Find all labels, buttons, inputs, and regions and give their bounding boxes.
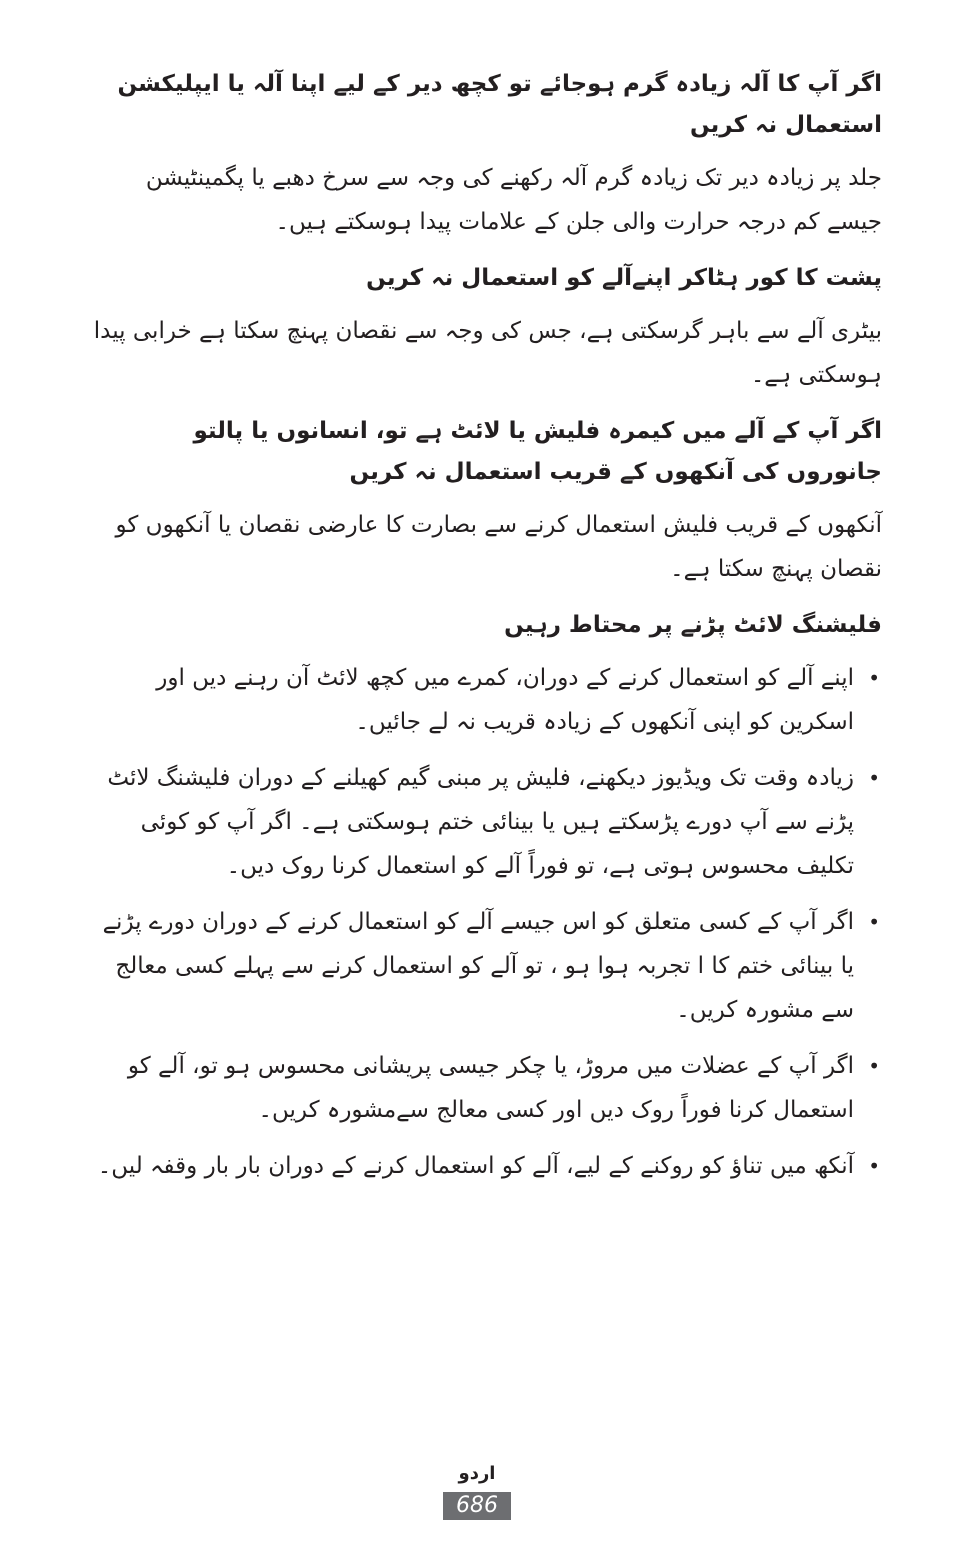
section-heading: اگر آپ کا آلہ زیادہ گرم ہوجائے تو کچھ دیر کے لیے اپنا آلہ یا ایپلیکشن استعمال نہ کریں — [117, 71, 882, 138]
list-item — [92, 756, 882, 888]
section-back-cover — [92, 258, 882, 397]
list-item — [92, 656, 882, 744]
list-item — [92, 1144, 882, 1188]
section-overheating — [92, 64, 882, 244]
list-item-text: اگر آپ کے عضلات میں مروڑ، یا چکر جیسی پریشانی محسوس ہو تو، آلے کو استعمال کرنا فوراً روک دیں اور کسی معالج سےمشورہ کریں۔ — [127, 1053, 854, 1123]
bullet-icon: • — [868, 766, 880, 790]
list-item-text: آنکھ میں تناؤ کو روکنے کے لیے، آلے کو استعمال کرنے کے دوران بار بار وقفہ لیں۔ — [97, 1153, 854, 1179]
page-footer — [0, 1462, 954, 1520]
section-heading: پشت کا کور ہٹاکر اپنےآلے کو استعمال نہ کریں — [366, 265, 882, 291]
section-body: جلد پر زیادہ دیر تک زیادہ گرم آلہ رکھنے کی وجہ سے سرخ دھبے یا پگمینٹیشن جیسے کم درجہ حرارت والی جلن کے علامات پیدا ہوسکتے ہیں۔ — [145, 165, 882, 235]
page-number: 686 — [443, 1492, 511, 1520]
list-item-text: زیادہ وقت تک ویڈیوز دیکھنے، فلیش پر مبنی گیم کھیلنے کے دوران فلیشنگ لائٹ پڑنے سے آپ دورے پڑسکتے ہیں یا بینائی ختم ہوسکتی ہے۔ اگر آپ کو کوئی تکلیف محسوس ہوتی ہے، تو فوراً آلے کو استعمال کرنا روک دیں۔ — [107, 765, 854, 879]
section-body: بیٹری آلے سے باہر گرسکتی ہے، جس کی وجہ سے نقصان پہنچ سکتا ہے خرابی پیدا ہوسکتی ہے۔ — [93, 318, 882, 388]
list-item-text: اپنے آلے کو استعمال کرنے کے دوران، کمرے میں کچھ لائٹ آن رہنے دیں اور اسکرین کو اپنی آنکھوں کے زیادہ قریب نہ لے جائیں۔ — [156, 665, 854, 735]
section-body: آنکھوں کے قریب فلیش استعمال کرنے سے بصارت کا عارضی نقصان یا آنکھوں کو نقصان پہنچ سکتا ہے۔ — [115, 512, 882, 582]
section-camera-flash — [92, 411, 882, 591]
bullet-icon: • — [868, 666, 880, 690]
manual-page-content — [92, 64, 882, 1200]
footer-language: اردو — [458, 1463, 496, 1484]
bullet-list — [92, 656, 882, 1188]
list-item-text: اگر آپ کے کسی متعلق کو اس جیسے آلے کو استعمال کرنے کے دوران دورے پڑنے یا بینائی ختم کا ا تجربہ ہوا ہو ، تو آلے کو استعمال کرنے سے پہلے کسی معالج سے مشورہ کریں۔ — [102, 909, 854, 1023]
section-flashing-light — [92, 605, 882, 1188]
bullet-icon: • — [868, 1154, 880, 1178]
section-heading: اگر آپ کے آلے میں کیمرہ فلیش یا لائٹ ہے تو، انسانوں یا پالتو جانوروں کی آنکھوں کے قریب استعمال نہ کریں — [193, 418, 882, 485]
bullet-icon: • — [868, 910, 880, 934]
list-item — [92, 900, 882, 1032]
bullet-icon: • — [868, 1054, 880, 1078]
section-heading: فلیشنگ لائٹ پڑنے پر محتاط رہیں — [504, 612, 882, 638]
list-item — [92, 1044, 882, 1132]
